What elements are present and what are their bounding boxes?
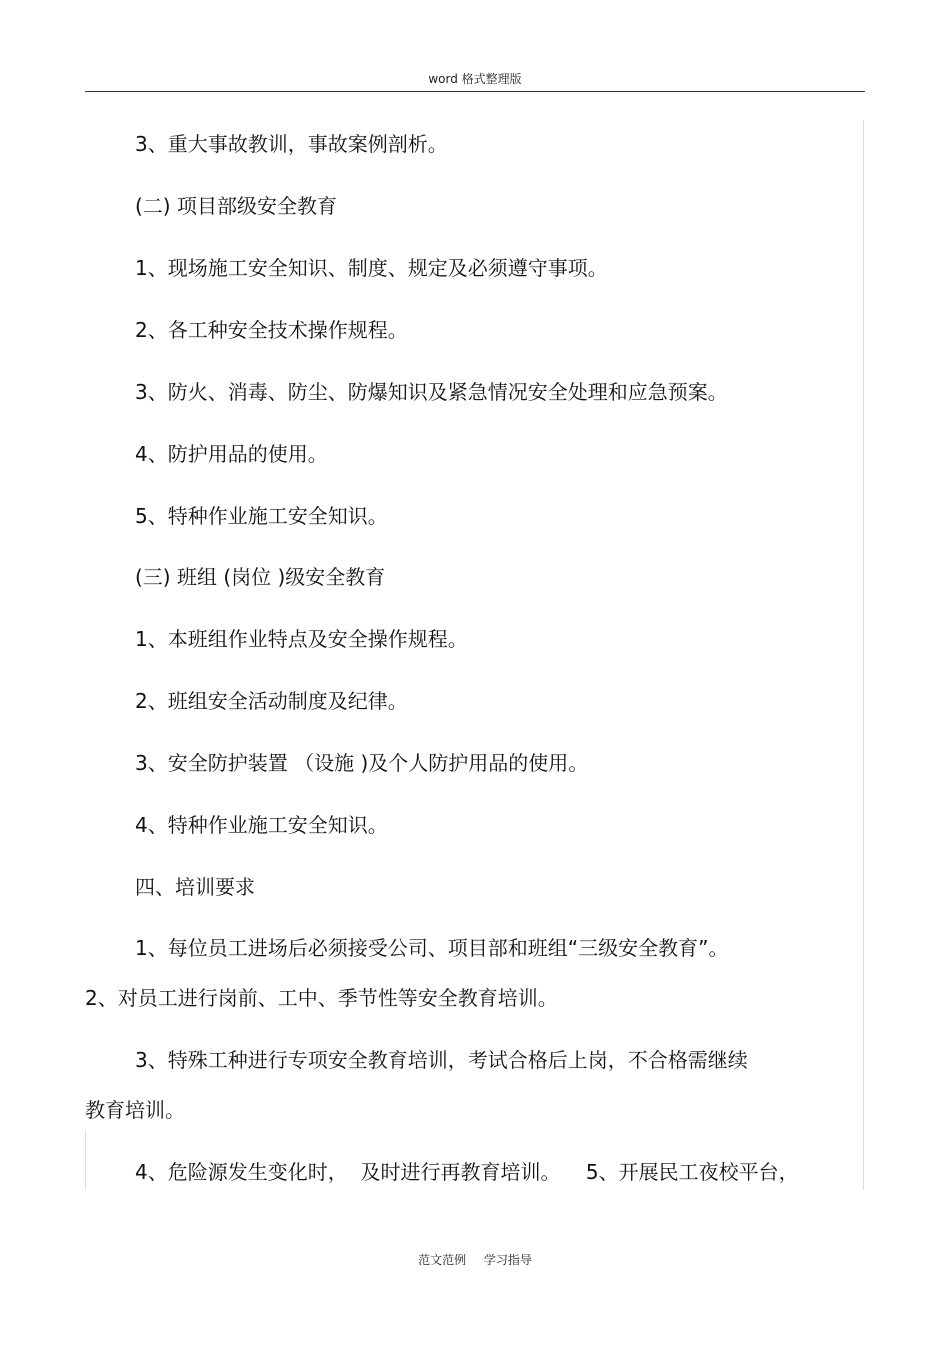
- list-item: 2、对员工进行岗前、工中、季节性等安全教育培训。: [85, 986, 558, 1010]
- header-rule: [85, 91, 865, 92]
- list-item: 5、特种作业施工安全知识。: [135, 504, 388, 528]
- list-item: 2、各工种安全技术操作规程。: [135, 318, 408, 342]
- list-item: 3、安全防护装置 （设施 )及个人防护用品的使用。: [135, 751, 589, 775]
- list-item: 4、危险源发生变化时， 及时进行再教育培训。 5、开展民工夜校平台，: [135, 1160, 799, 1184]
- list-item: 1、现场施工安全知识、制度、规定及必须遵守事项。: [135, 256, 608, 280]
- list-item: 1、本班组作业特点及安全操作规程。: [135, 627, 468, 651]
- list-item: 1、每位员工进场后必须接受公司、项目部和班组“三级安全教育”。: [135, 936, 729, 960]
- list-item: 3、防火、消毒、防尘、防爆知识及紧急情况安全处理和应急预案。: [135, 380, 728, 404]
- page-header: word 格式整理版: [428, 72, 522, 86]
- section-heading: (二) 项目部级安全教育: [135, 194, 337, 218]
- section-heading: (三) 班组 (岗位 )级安全教育: [135, 565, 386, 589]
- list-item-continuation: 教育培训。: [85, 1098, 185, 1122]
- list-item: 3、特殊工种进行专项安全教育培训，考试合格后上岗，不合格需继续: [135, 1048, 748, 1072]
- page-footer: 范文范例 学习指导: [418, 1253, 532, 1267]
- list-item: 3、重大事故教训，事故案例剖析。: [135, 132, 448, 156]
- margin-rule-right: [863, 120, 864, 1190]
- list-item: 2、班组安全活动制度及纪律。: [135, 689, 408, 713]
- section-heading: 四、培训要求: [135, 875, 255, 899]
- list-item: 4、特种作业施工安全知识。: [135, 813, 388, 837]
- list-item: 4、防护用品的使用。: [135, 442, 328, 466]
- margin-rule-left: [85, 1130, 86, 1190]
